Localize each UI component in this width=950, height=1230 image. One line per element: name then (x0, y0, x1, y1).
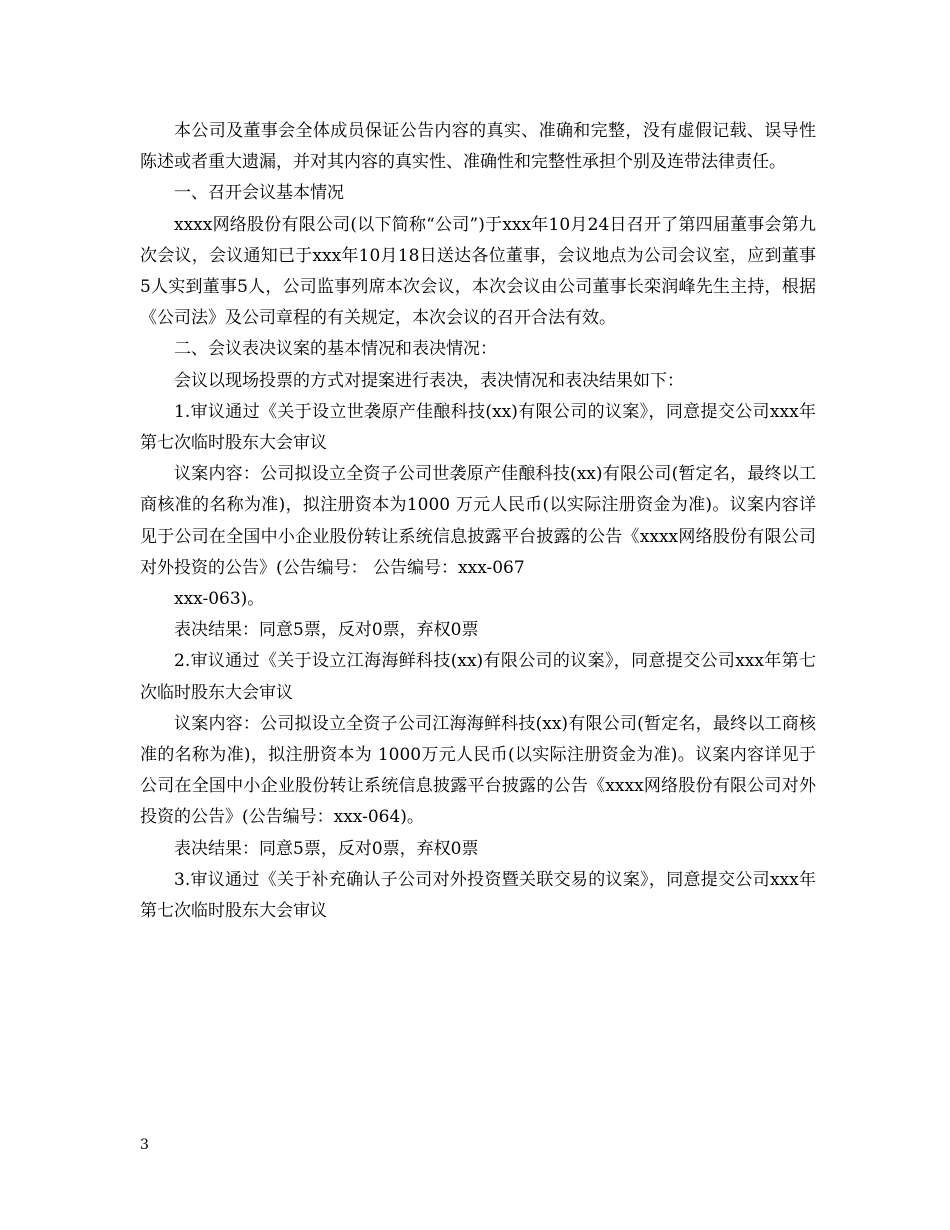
section-heading-resolutions: 二、会议表决议案的基本情况和表决情况： (174, 339, 497, 360)
meeting-info-paragraph: xxxx网络股份有限公司(以下简称“公司”)于xxx年10月24日召开了第四届董事会第九次会议，会议通知已于xxx年10月18日送达各位董事，会议地点为公司会议室，应到董事5人实到董事5人，公司监事列席本次会议，本次会议由公司董事长栾润峰先生主持，根据《公司法》及公司章程的有关规定，本次会议的召开合法有效。 (140, 214, 816, 329)
resolution-1-content: 议案内容：公司拟设立全资子公司世袭原产佳酿科技(xx)有限公司(暂定名，最终以工商核准的名称为准)，拟注册资本为1000 万元人民币(以实际注册资金为准)。议案内容详见于公司在全国中小企业股份转让系统信息披露平台披露的公告《xxxx网络股份有限公司对外投资的公告》(公告编号： 公告编号：xxx-067 (140, 464, 816, 578)
voting-method-paragraph: 会议以现场投票的方式对提案进行表决，表决情况和表决结果如下： (174, 370, 684, 391)
resolution-2-title: 2.审议通过《关于设立江海海鲜科技(xx)有限公司的议案》，同意提交公司xxx年第七次临时股东大会审议 (140, 651, 816, 703)
resolution-1-content-continued: xxx-063)。 (174, 589, 265, 610)
resolution-1-vote-result: 表决结果：同意5票，反对0票，弃权0票 (174, 620, 479, 641)
page-number: 3 (140, 1137, 149, 1153)
statement-paragraph: 本公司及董事会全体成员保证公告内容的真实、准确和完整，没有虚假记载、误导性陈述或者重大遗漏，并对其内容的真实性、准确性和完整性承担个别及连带法律责任。 (140, 121, 816, 173)
resolution-1-title: 1.审议通过《关于设立世袭原产佳酿科技(xx)有限公司的议案》，同意提交公司xxx年第七次临时股东大会审议 (140, 401, 816, 454)
resolution-3-title: 3.审议通过《关于补充确认子公司对外投资暨关联交易的议案》，同意提交公司xxx年第七次临时股东大会审议 (140, 869, 816, 922)
resolution-2-vote-result: 表决结果：同意5票，反对0票，弃权0票 (174, 838, 479, 859)
resolution-2-content: 议案内容：公司拟设立全资子公司江海海鲜科技(xx)有限公司(暂定名，最终以工商核准的名称为准)，拟注册资本为 1000万元人民币(以实际注册资金为准)。议案内容详见于公司在全国中小企业股份转让系统信息披露平台披露的公告《xxxx网络股份有限公司对外投资的公告》(公告编号：xxx-064)。 (140, 713, 816, 828)
section-heading-meeting-info: 一、召开会议基本情况 (174, 183, 344, 204)
document-body (140, 116, 816, 927)
